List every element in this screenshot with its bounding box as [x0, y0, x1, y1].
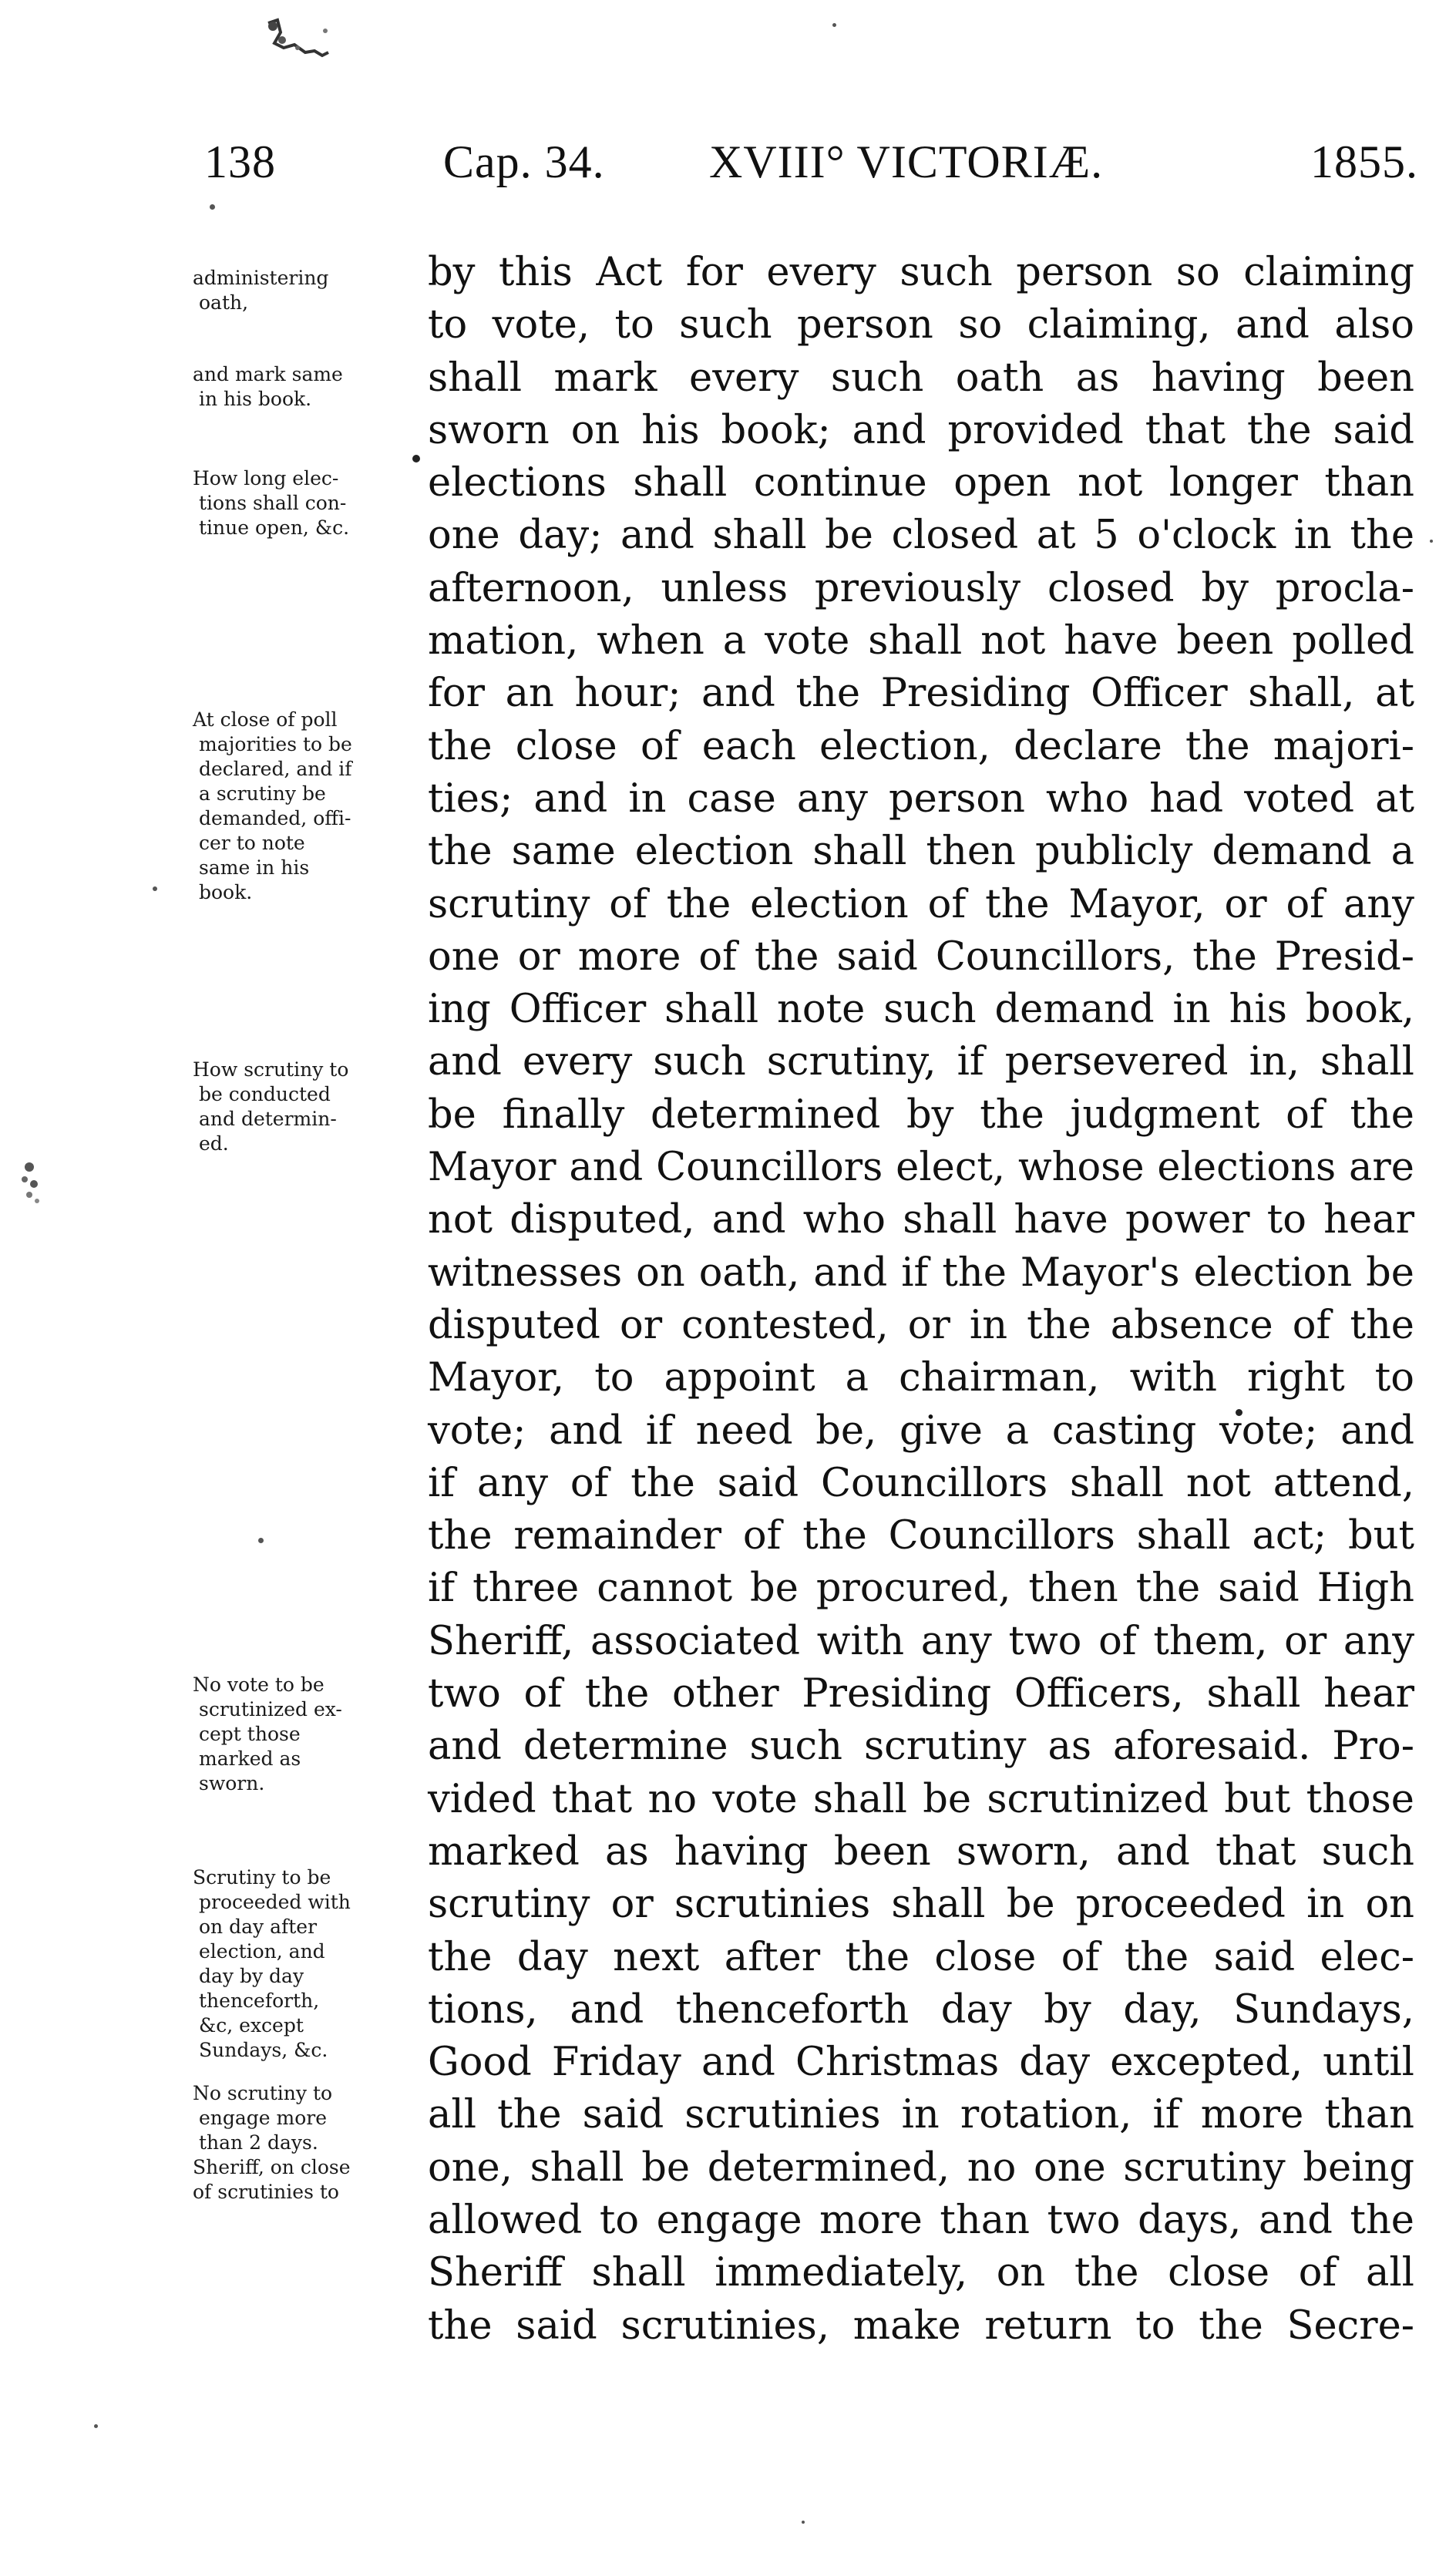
text-line: the close of each election, declare the majori-	[428, 723, 1414, 769]
text-line: if three cannot be procured, then the said High	[428, 1566, 1414, 1612]
text-line: Good Friday and Christmas day excepted, until	[428, 2040, 1414, 2086]
text-line: by this Act for every such person so claiming	[428, 250, 1414, 295]
text-line: Sheriff, associated with any two of them, or any	[428, 1618, 1414, 1664]
margin-note: No vote to be scrutinized ex- cept those marked as sworn.	[193, 1673, 342, 1794]
text-line: if any of the said Councillors shall not attend,	[428, 1460, 1414, 1506]
text-line: ties; and in case any person who had voted at	[428, 775, 1414, 822]
text-line: witnesses on oath, and if the Mayor's election be	[428, 1250, 1414, 1296]
margin-note: Scrutiny to be proceeded with on day after election, and day by day thenceforth, &c, except Sundays, &c.	[193, 1866, 351, 2061]
page-number: 138	[204, 136, 276, 187]
text-line: the said scrutinies, make return to the Secre-	[428, 2302, 1414, 2349]
text-line: disputed or contested, or in the absence of the	[428, 1302, 1414, 1348]
text-line: two of the other Presiding Officers, shall hear	[428, 1671, 1414, 1717]
ink-speck-mark	[14, 1156, 48, 1210]
text-line: marked as having been sworn, and that such	[428, 1828, 1414, 1875]
text-line: elections shall continue open not longer than	[428, 460, 1414, 506]
ink-dot	[1430, 540, 1433, 543]
text-line: sworn on his book; and provided that the said	[428, 407, 1414, 453]
text-line: to vote, to such person so claiming, and also	[428, 302, 1414, 348]
margin-note: How scrutiny to be conducted and determin- ed.	[193, 1058, 349, 1155]
margin-note: No scrutiny to engage more than 2 days.	[193, 2082, 333, 2154]
text-line: tions, and thenceforth day by day, Sundays,	[428, 1986, 1414, 2033]
text-line: scrutiny or scrutinies shall be proceeded in on	[428, 1882, 1414, 1928]
ink-dot	[94, 2424, 98, 2428]
text-line: Mayor, to appoint a chairman, with right to	[428, 1355, 1414, 1401]
text-line: the remainder of the Councillors shall act; but	[428, 1513, 1414, 1559]
margin-note: At close of poll majorities to be declared, and if a scrutiny be demanded, offi- cer to note same in his book.	[193, 708, 352, 903]
chapter-number: Cap. 34.	[443, 136, 605, 187]
text-line: for an hour; and the Presiding Officer shall, at	[428, 671, 1414, 717]
text-line: allowed to engage more than two days, and the	[428, 2197, 1414, 2243]
margin-note: administering oath,	[193, 267, 329, 314]
text-line: Mayor and Councillors elect, whose elections are	[428, 1145, 1414, 1191]
text-line: all the said scrutinies in rotation, if more than	[428, 2092, 1414, 2138]
ink-dot	[802, 2521, 805, 2524]
ink-dot	[153, 886, 157, 891]
margin-note: and mark same in his book.	[193, 363, 343, 410]
margin-note: Sheriff, on close of scrutinies to	[193, 2156, 351, 2203]
text-line: one, shall be determined, no one scrutiny being	[428, 2144, 1414, 2191]
year: 1855.	[1310, 136, 1418, 187]
ink-dot	[832, 23, 836, 27]
text-line: not disputed, and who shall have power to hear	[428, 1197, 1414, 1243]
text-line: be finally determined by the judgment of the	[428, 1091, 1414, 1138]
text-line: vote; and if need be, give a casting vote; and	[428, 1408, 1414, 1454]
text-line: and every such scrutiny, if persevered in, shall	[428, 1039, 1414, 1085]
text-line: Sheriff shall immediately, on the close of all	[428, 2250, 1414, 2296]
text-line: vided that no vote shall be scrutinized but those	[428, 1776, 1414, 1822]
text-line: shall mark every such oath as having been	[428, 355, 1414, 401]
text-line: the day next after the close of the said elec-	[428, 1934, 1414, 1980]
body-text	[428, 247, 1414, 2353]
text-line: ing Officer shall note such demand in his book,	[428, 987, 1414, 1033]
text-line: and determine such scrutiny as aforesaid. Pro-	[428, 1724, 1414, 1770]
marginal-notes	[193, 0, 439, 2563]
statute-title: XVIII° VICTORIÆ.	[709, 136, 1104, 187]
text-line: mation, when a vote shall not have been polled	[428, 618, 1414, 664]
margin-note: How long elec- tions shall con- tinue open, &c.	[193, 467, 350, 539]
text-line: the same election shall then publicly demand a	[428, 829, 1414, 875]
text-line: afternoon, unless previously closed by procla-	[428, 565, 1414, 611]
text-line: scrutiny of the election of the Mayor, or of any	[428, 881, 1414, 927]
text-line: one day; and shall be closed at 5 o'clock in the	[428, 513, 1414, 559]
text-line: one or more of the said Councillors, the Presid-	[428, 933, 1414, 980]
